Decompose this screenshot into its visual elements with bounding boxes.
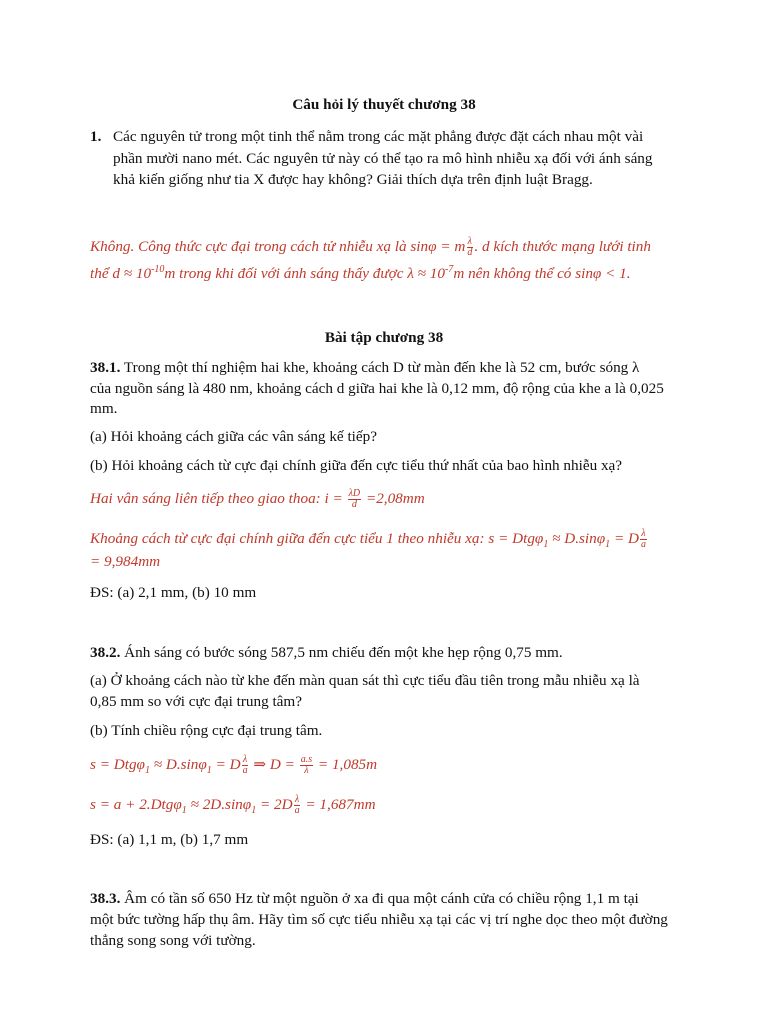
fraction: $\frac{\lambda}{a}$ <box>640 528 646 551</box>
problem-line: 38.1. Trong một thí nghiệm hai khe, khoảng cách D từ màn đến khe là 52 cm, bước sóng λ <box>90 359 640 376</box>
question-text-line: phần mười nano mét. Các nguyên tử này có thể tạo ra mô hình nhiễu xạ đối với ánh sáng <box>113 150 653 167</box>
question-text-line: khả kiến giống như tia X được hay không? Giải thích dựa trên định luật Bragg. <box>113 171 593 188</box>
answer-line: thể $d \approx 10^{-10}m$ trong khi đối với ánh sáng thấy được $\lambda \approx 10^{-7}m$ nên không thể có sinφ < 1. <box>90 263 631 282</box>
problem-question-a: (a) Hỏi khoảng cách giữa các vân sáng kế tiếp? <box>90 428 377 445</box>
final-answer: ĐS: (a) 1,1 m, (b) 1,7 mm <box>90 831 249 848</box>
problem-line: của nguồn sáng là 480 nm, khoảng cách d giữa hai khe là 0,12 mm, độ rộng của khe a là 0,025 <box>90 380 664 397</box>
fraction: $\frac{\lambda D}{d}$ <box>348 488 361 511</box>
fraction: $\frac{a.s}{\lambda}$ <box>300 754 313 777</box>
solution-line: Khoảng cách từ cực đại chính giữa đến cực tiểu 1 theo nhiễu xạ: s = Dtgφ$_1$ ≈ D.sinφ$_1$ = D $\frac{\lambda}{a}$ <box>90 528 646 551</box>
problem-line: mm. <box>90 400 118 417</box>
fraction: $\frac{\lambda}{d}$ <box>467 236 473 259</box>
problem-question-b: (b) Hỏi khoảng cách từ cực đại chính giữa đến cực tiểu thứ nhất của bao hình nhiễu xạ? <box>90 457 623 474</box>
solution-line: Hai vân sáng liên tiếp theo giao thoa: i = $\frac{\lambda D}{d}$ =2,08mm <box>90 488 425 511</box>
solution-line: s = Dtgφ$_1$ ≈ D.sinφ$_1$ = D $\frac{\lambda}{a}$ ⇒ D = $\frac{a.s}{\lambda}$ = 1,085m <box>90 754 378 777</box>
answer-line: Không. Công thức cực đại trong cách tử nhiễu xạ là sinφ = m $\frac{\lambda}{d}$ . d kích thước mạng lưới tinh <box>90 236 651 259</box>
problem-line: 38.2. Ánh sáng có bước sóng 587,5 nm chiếu đến một khe hẹp rộng 0,75 mm. <box>90 644 563 661</box>
problem-line: 38.3. Âm có tần số 650 Hz từ một nguồn ở xa đi qua một cánh cửa có chiều rộng 1,1 m tại <box>90 890 639 907</box>
problem-question-a: 0,85 mm so với cực đại trung tâm? <box>90 693 302 710</box>
question-text-line: Các nguyên tử trong một tinh thể nằm trong các mặt phẳng được đặt cách nhau một vài <box>113 128 644 145</box>
section-title-theory: Câu hỏi lý thuyết chương 38 <box>292 96 476 113</box>
final-answer: ĐS: (a) 2,1 mm, (b) 10 mm <box>90 584 257 601</box>
problem-line: một bức tường hấp thụ âm. Hãy tìm số cực tiểu nhiễu xạ tại các vị trí nghe dọc theo một đường <box>90 911 668 928</box>
section-title-exercises: Bài tập chương 38 <box>324 329 444 346</box>
problem-question-a: (a) Ở khoảng cách nào từ khe đến màn quan sát thì cực tiểu đầu tiên trong mẫu nhiễu xạ là <box>90 672 640 689</box>
question-number: 1. <box>90 128 102 145</box>
solution-line: s = a + 2.Dtgφ$_1$ ≈ 2D.sinφ$_1$ = 2D $\frac{\lambda}{a}$ = 1,687mm <box>90 794 376 817</box>
fraction: $\frac{\lambda}{a}$ <box>242 754 248 777</box>
solution-line: = 9,984mm <box>90 553 161 570</box>
fraction: $\frac{\lambda}{a}$ <box>294 794 300 817</box>
problem-question-b: (b) Tính chiều rộng cực đại trung tâm. <box>90 722 323 739</box>
problem-line: thẳng song song với tường. <box>90 932 256 949</box>
